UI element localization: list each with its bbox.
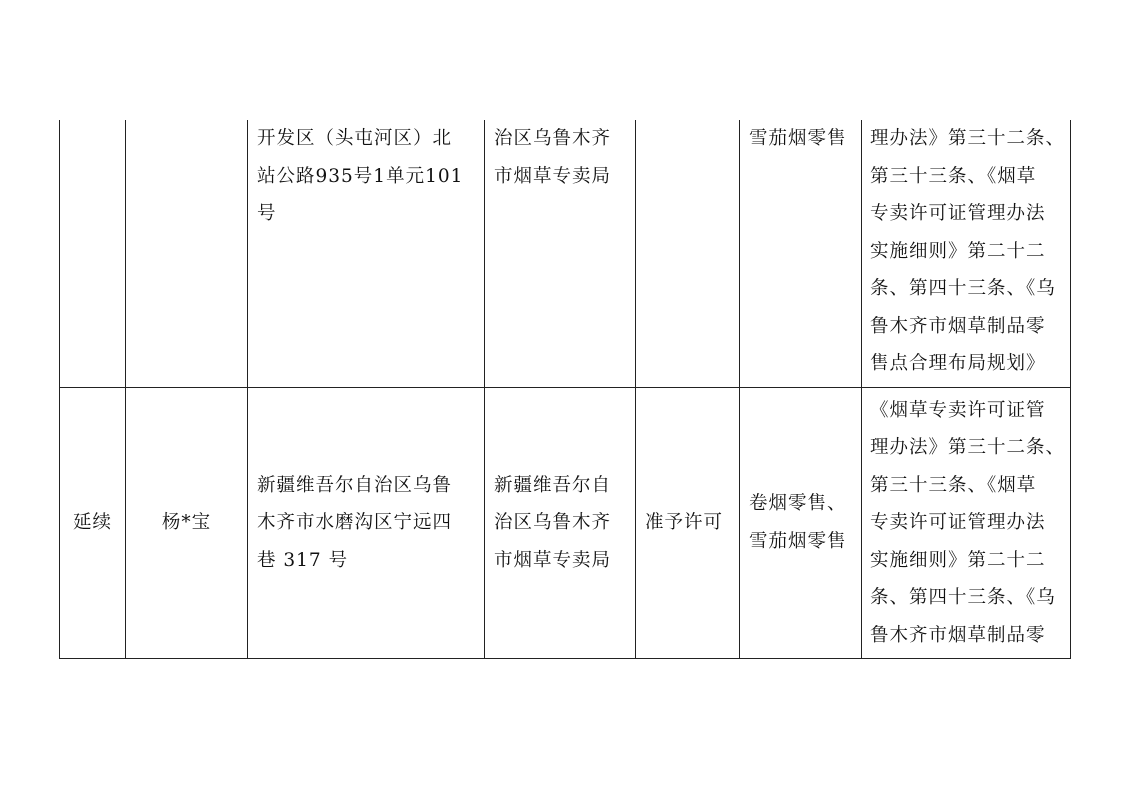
scope-line: 雪茄烟零售 [749,530,847,552]
basis-line: 鲁木齐市烟草制品零 [870,624,1046,646]
address-cell [248,387,485,659]
address-cell [248,120,485,387]
address-line: 木齐市水磨沟区宁远四 [257,512,453,533]
basis-line: 售点合理布局规划》 [870,353,1046,374]
name-text: 杨*宝 [161,512,212,533]
type-cell [60,387,126,659]
authority-line: 市烟草专卖局 [494,165,612,187]
scope-cell [740,387,862,659]
scope-line: 雪茄烟零售 [749,128,847,149]
basis-line: 条、第四十三条、《乌 [870,587,1056,608]
basis-line: 专卖许可证管理办法 [870,512,1046,533]
authority-line: 治区乌鲁木齐 [494,128,612,149]
basis-line: 理办法》第三十二条、 [870,128,1066,149]
decision-cell [636,120,740,387]
address-line: 巷 317 号 [257,549,349,571]
table-row [60,387,1071,659]
address-line: 开发区（头屯河区）北 [257,128,453,149]
name-cell [126,387,248,659]
scope-cell [740,120,862,387]
authority-line: 新疆维吾尔自 [494,474,612,496]
authority-cell [485,120,636,387]
decision-text: 准予许可 [645,512,724,533]
address-line: 新疆维吾尔自治区乌鲁 [257,474,453,496]
basis-line: 实施细则》第二十二 [870,240,1046,262]
basis-line: 专卖许可证管理办法 [870,203,1046,224]
basis-line: 鲁木齐市烟草制品零 [870,315,1046,337]
basis-line: 第三十三条、《烟草 [870,165,1037,187]
table-row [60,120,1071,387]
type-cell [60,120,126,387]
basis-line: 实施细则》第二十二 [870,549,1046,571]
basis-line: 理办法》第三十二条、 [870,437,1066,458]
authority-cell [485,387,636,659]
basis-cell [862,120,1071,387]
basis-line: 第三十三条、《烟草 [870,474,1037,496]
scope-line: 卷烟零售、 [749,493,847,515]
basis-cell [862,387,1071,659]
license-table [59,120,1071,659]
address-line: 站公路935号1单元101 [257,165,464,187]
address-line: 号 [257,203,277,224]
authority-line: 治区乌鲁木齐 [494,512,612,533]
type-text: 延续 [72,512,112,533]
authority-line: 市烟草专卖局 [494,549,612,571]
decision-cell [636,387,740,659]
name-cell [126,120,248,387]
basis-line: 条、第四十三条、《乌 [870,278,1056,299]
basis-line: 《烟草专卖许可证管 [870,399,1046,421]
